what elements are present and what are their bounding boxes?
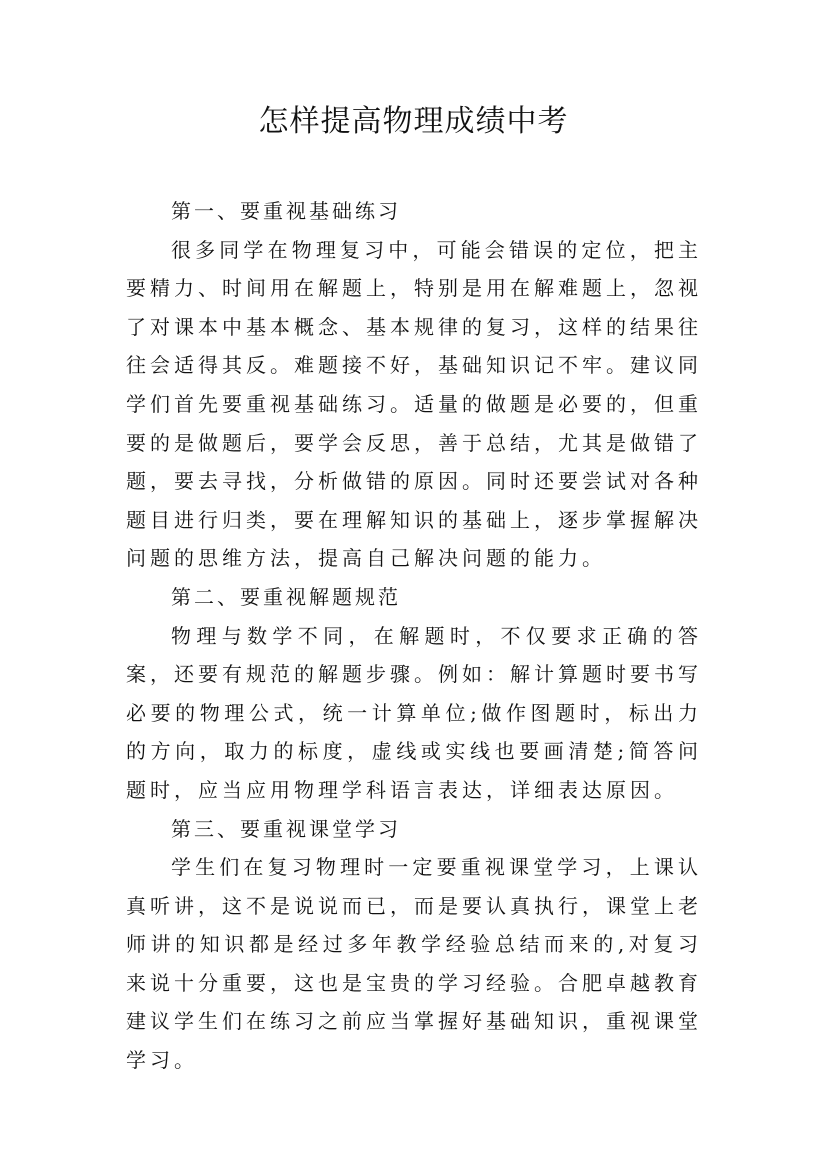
- section-paragraph-2: 物理与数学不同，在解题时，不仅要求正确的答案，还要有规范的解题步骤。例如：解计算题时要书写必要的物理公式，统一计算单位;做作图题时，标出力的方向，取力的标度，虚线或实线也要画清楚;简答问题时，应当应用物理学科语言表达，详细表达原因。: [126, 623, 702, 802]
- section-paragraph-1: 很多同学在物理复习中，可能会错误的定位，把主要精力、时间用在解题上，特别是用在解难题上，忽视了对课本中基本概念、基本规律的复习，这样的结果往往会适得其反。难题接不好，基础知识记不牢。建议同学们首先要重视基础练习。适量的做题是必要的，但重要的是做题后，要学会反思，善于总结，尤其是做错了题，要去寻找，分析做错的原因。同时还要尝试对各种题目进行归类，要在理解知识的基础上，逐步掌握解决问题的思维方法，提高自己解决问题的能力。: [126, 237, 702, 571]
- document-body: [126, 192, 702, 1080]
- section-heading-3: 第三、要重视课堂学习: [171, 816, 401, 841]
- document-title: 怎样提高物理成绩中考: [258, 104, 569, 139]
- section-heading-2: 第二、要重视解题规范: [171, 584, 401, 609]
- section-paragraph-3: 学生们在复习物理时一定要重视课堂学习，上课认真听讲，这不是说说而已，而是要认真执行，课堂上老师讲的知识都是经过多年教学经验总结而来的,对复习来说十分重要，这也是宝贵的学习经验。合肥卓越教育建议学生们在练习之前应当掌握好基础知识，重视课堂学习。: [126, 855, 702, 1073]
- section-heading-1: 第一、要重视基础练习: [171, 199, 401, 223]
